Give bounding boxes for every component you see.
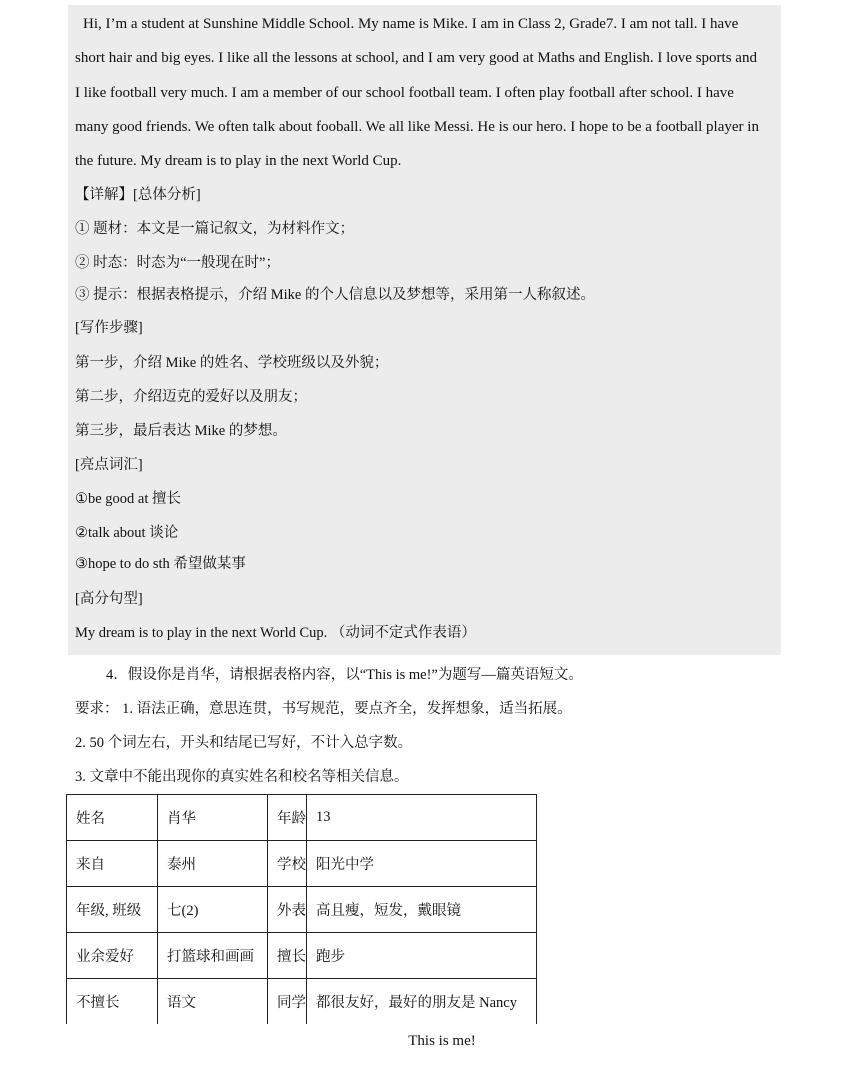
analysis-heading: 【详解】[总体分析] (75, 187, 201, 203)
table-row (67, 933, 537, 979)
step-1: 第一步，介绍 Mike 的姓名、学校班级以及外貌； (75, 355, 389, 371)
essay-title: This is me! (408, 1033, 476, 1049)
table-cell: 不擅长 (67, 979, 158, 1025)
table-row (67, 887, 537, 933)
table-cell: 外表 (268, 887, 307, 933)
analysis-point-2: ② 时态：时态为“一般现在时”； (75, 255, 280, 271)
requirement-2: 2. 50 个词左右，开头和结尾已写好，不计入总字数。 (75, 735, 413, 751)
essay-line-4: many good friends. We often talk about fooball. We all like Messi. He is our hero. I hope to be a football player in (75, 119, 759, 135)
steps-heading: [写作步骤] (75, 320, 143, 336)
table-cell: 都很友好，最好的朋友是 Nancy (307, 979, 537, 1025)
vocab-item-1: ①be good at 擅长 (75, 491, 182, 507)
sentence-pattern: My dream is to play in the next World Cup. （动词不定式作表语） (75, 625, 476, 641)
vocab-heading: [亮点词汇] (75, 457, 143, 473)
vocab-item-3: ③hope to do sth 希望做某事 (75, 556, 246, 572)
info-table (66, 794, 537, 1024)
question-prompt: 4．假设你是肖华，请根据表格内容，以“This is me!”为题写—篇英语短文。 (106, 667, 583, 683)
table-row (67, 979, 537, 1025)
table-cell: 来自 (67, 841, 158, 887)
analysis-point-1: ① 题材：本文是一篇记叙文，为材料作文； (75, 221, 355, 237)
table-cell: 学校 (268, 841, 307, 887)
analysis-point-3: ③ 提示：根据表格提示，介绍 Mike 的个人信息以及梦想等，采用第一人称叙述。 (75, 287, 595, 303)
essay-line-1: Hi, I’m a student at Sunshine Middle School. My name is Mike. I am in Class 2, Grade7. I am not tall. I have (83, 16, 739, 32)
sentence-heading: [高分句型] (75, 591, 143, 607)
table-cell: 业余爱好 (67, 933, 158, 979)
essay-line-2: short hair and big eyes. I like all the lessons at school, and I am very good at Maths and English. I love sports and (75, 50, 757, 66)
requirement-3: 3. 文章中不能出现你的真实姓名和校名等相关信息。 (75, 769, 409, 785)
table-cell: 打篮球和画画 (158, 933, 268, 979)
vocab-item-2: ②talk about 谈论 (75, 525, 179, 541)
table-cell: 姓名 (67, 795, 158, 841)
table-cell: 年龄 (268, 795, 307, 841)
step-2: 第二步，介绍迈克的爱好以及朋友； (75, 389, 307, 405)
requirement-1: 要求： 1. 语法正确，意思连贯，书写规范，要点齐全，发挥想象，适当拓展。 (75, 701, 572, 717)
table-cell: 年级, 班级 (67, 887, 158, 933)
table-row (67, 841, 537, 887)
essay-line-3: I like football very much. I am a member of our school football team. I often play football after school. I have (75, 85, 734, 101)
step-3: 第三步，最后表达 Mike 的梦想。 (75, 423, 287, 439)
table-cell: 擅长 (268, 933, 307, 979)
table-cell: 同学 (268, 979, 307, 1025)
table-cell: 肖华 (158, 795, 268, 841)
essay-line-5: the future. My dream is to play in the next World Cup. (75, 153, 402, 169)
table-cell: 泰州 (158, 841, 268, 887)
table-row (67, 795, 537, 841)
table-cell: 跑步 (307, 933, 537, 979)
table-cell: 高且瘦，短发，戴眼镜 (307, 887, 537, 933)
table-cell: 七(2) (158, 887, 268, 933)
table-cell: 阳光中学 (307, 841, 537, 887)
table-cell: 13 (307, 795, 537, 841)
table-cell: 语文 (158, 979, 268, 1025)
